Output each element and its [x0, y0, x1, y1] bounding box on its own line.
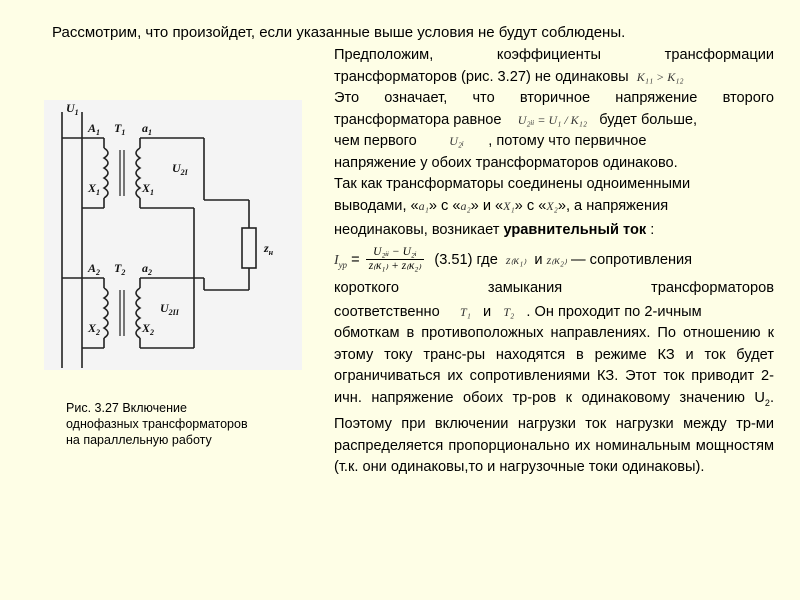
- text-line: Это означает, что вторичное напряжение второго: [334, 90, 774, 106]
- eq-fraction: $\frac{\text{U₂ᵢᵢ − U₂ᵢ}}{\text{z₍к₁₎ + z₍к₂₎}}$: [366, 246, 425, 273]
- circuit-svg: [44, 100, 302, 370]
- t2-primary-coil: [104, 288, 108, 338]
- text-line: неодинаковы, возникает уравнительный ток :: [334, 222, 655, 238]
- paragraph-rest: обмоткам в противоположных направлениях. По отношению к этому току транс-ры находятся в режиме КЗ и ток будет ограничиваться их сопротивлениями КЗ. Этот ток приводит 2-ичн. напряжение обоих тр-ров к одинаковому значению $U_2$. Поэтому при включении нагрузки ток нагрузки между тр-ми распределяется пропорционально их номинальным мощностям (т.к. они одинаковы,то и нагрузочные токи одинаковы).: [334, 325, 774, 476]
- text-line: Так как трансформаторы соединены одноименными: [334, 176, 691, 192]
- label-a1-small: $a_1$: [142, 121, 152, 137]
- figure-caption: Рис. 3.27 Включение однофазных трансформаторов на параллельную работу: [66, 401, 248, 447]
- transformer-circuit-diagram: [44, 100, 302, 370]
- text-line: трансформаторов (рис. 3.27) не одинаковы K₁₁ > K₁₂: [334, 67, 774, 89]
- t1-secondary-coil: [136, 148, 140, 198]
- label-x2-cap: $X_2$: [88, 321, 101, 337]
- text-line: чем первого U₂ᵢ , потому что первичное: [334, 131, 774, 153]
- text-line: Предположим, коэффициенты трансформации: [334, 47, 774, 63]
- label-t1: $T_1$: [114, 121, 126, 137]
- label-a2: $A_2$: [88, 261, 101, 277]
- label-x2-small: $X_2$: [142, 321, 155, 337]
- label-a1: $A_1$: [88, 121, 101, 137]
- eq-lhs: $I_{ур}$: [334, 252, 348, 270]
- label-t2: $T_2$: [114, 261, 126, 277]
- equation-line: $I_{ур}$ = $\frac{\text{U₂ᵢᵢ − U₂ᵢ}}{\text{z₍к₁₎ + z₍к₂₎}}$ (3.51) где z₍к₁₎ и z₍к₂₎ — сопротивления: [334, 246, 774, 279]
- label-u1: $U_1$: [66, 101, 79, 117]
- label-x1-cap: $X_1$: [88, 181, 101, 197]
- label-a2-small: $a_2$: [142, 261, 152, 277]
- label-u2ii: $U_{2II}$: [160, 301, 179, 317]
- text-line: трансформатора равное U₂ᵢᵢ = U₁ / K₁₂ будет больше,: [334, 110, 774, 132]
- text-line: выводами, «a₁» с «a₂» и «X₁» с «X₂», а напряжения: [334, 197, 669, 214]
- math-u2i: U₂ᵢ: [449, 134, 464, 148]
- label-x1-small: $X_1$: [142, 181, 155, 197]
- text-line: короткого замыкания трансформаторов: [334, 280, 774, 297]
- math-k-inequality: K₁₁ > K₁₂: [636, 69, 684, 84]
- t1-primary-coil: [104, 148, 108, 198]
- body-text: [334, 45, 774, 479]
- load-resistor: [242, 228, 256, 268]
- text-line: напряжение у обоих трансформаторов одинаково.: [334, 154, 678, 171]
- label-zn: $z_н$: [264, 241, 274, 257]
- bold-term: уравнительный ток: [503, 222, 647, 238]
- t2-secondary-coil: [136, 288, 140, 338]
- math-u2ii: U₂ᵢᵢ = U₁ / K₁₂: [517, 112, 588, 127]
- text-line: соответственно T₁ и T₂ . Он проходит по 2-ичным: [334, 303, 702, 320]
- label-u2i: $U_{2I}$: [172, 161, 188, 177]
- slide-heading: Рассмотрим, что произойдет, если указанные выше условия не будут соблюдены.: [52, 24, 626, 41]
